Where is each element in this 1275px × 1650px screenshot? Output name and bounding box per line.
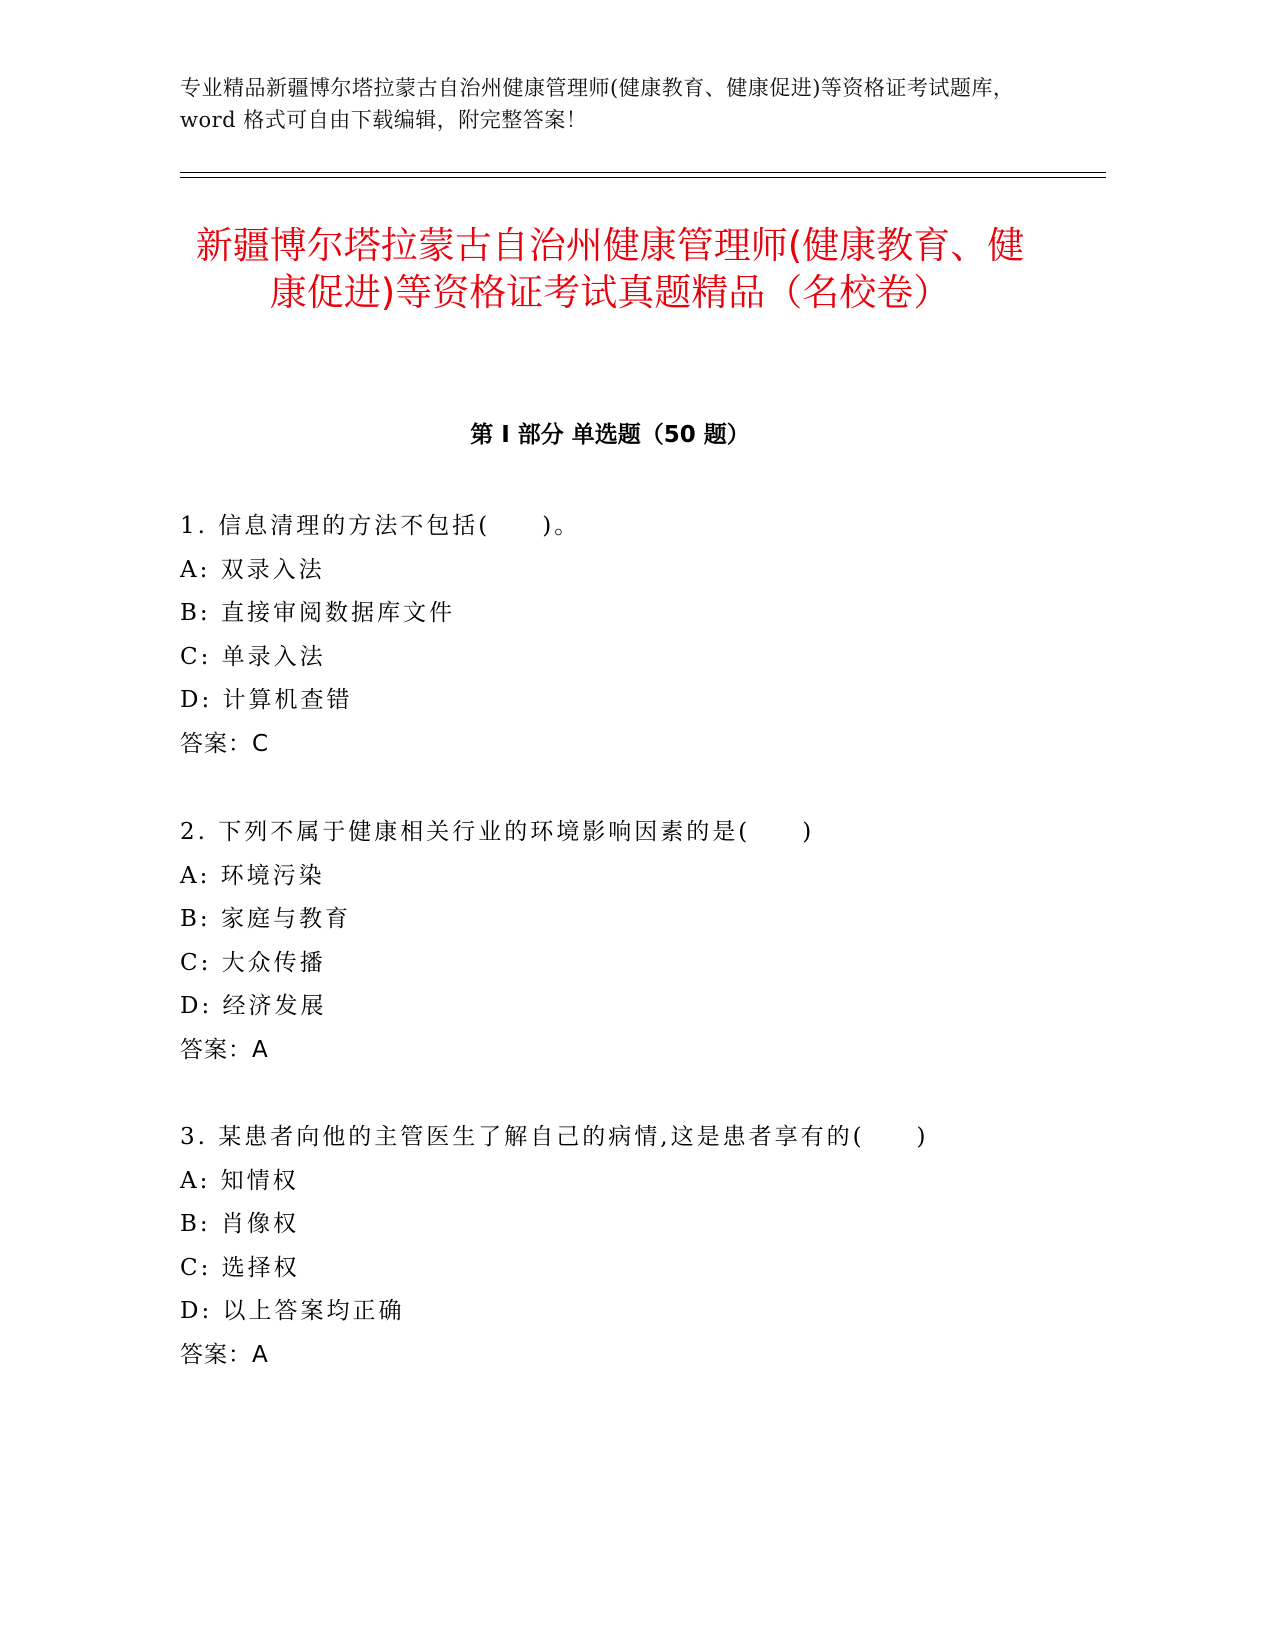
option-d: D: 以上答案均正确 [180, 1298, 405, 1324]
option-b: B: 肖像权 [180, 1211, 299, 1237]
document-title: 新疆博尔塔拉蒙古自治州健康管理师(健康教育、健康促进)等资格证考试真题精品（名校卷） [195, 224, 1025, 314]
question-stem: 3. 某患者向他的主管医生了解自己的病情,这是患者享有的( ) [180, 1124, 929, 1150]
question-1 [180, 505, 1080, 766]
option-b: B: 直接审阅数据库文件 [180, 600, 455, 626]
option-c: C: 大众传播 [180, 949, 326, 976]
header-note: 专业精品新疆博尔塔拉蒙古自治州健康管理师(健康教育、健康促进)等资格证考试题库，word 格式可自由下载编辑，附完整答案！ [180, 76, 1015, 132]
header-rule-top [180, 172, 1106, 173]
answer: 答案：A [180, 1036, 269, 1063]
option-d: D: 经济发展 [180, 993, 327, 1019]
header-rule-bottom [180, 177, 1106, 178]
option-b: B: 家庭与教育 [180, 906, 351, 932]
answer: 答案：C [180, 730, 270, 757]
answer: 答案：A [180, 1341, 269, 1368]
question-3 [180, 1116, 1080, 1377]
option-a: A: 知情权 [180, 1167, 299, 1194]
option-c: C: 单录入法 [180, 643, 326, 670]
question-stem: 2. 下列不属于健康相关行业的环境影响因素的是( ) [180, 819, 815, 845]
question-2 [180, 811, 1080, 1072]
option-c: C: 选择权 [180, 1254, 300, 1281]
option-a: A: 环境污染 [180, 862, 325, 889]
question-stem: 1. 信息清理的方法不包括( )。 [180, 513, 581, 539]
section-title: 第 I 部分 单选题（50 题） [470, 422, 750, 448]
option-d: D: 计算机查错 [180, 687, 353, 713]
option-a: A: 双录入法 [180, 556, 325, 583]
